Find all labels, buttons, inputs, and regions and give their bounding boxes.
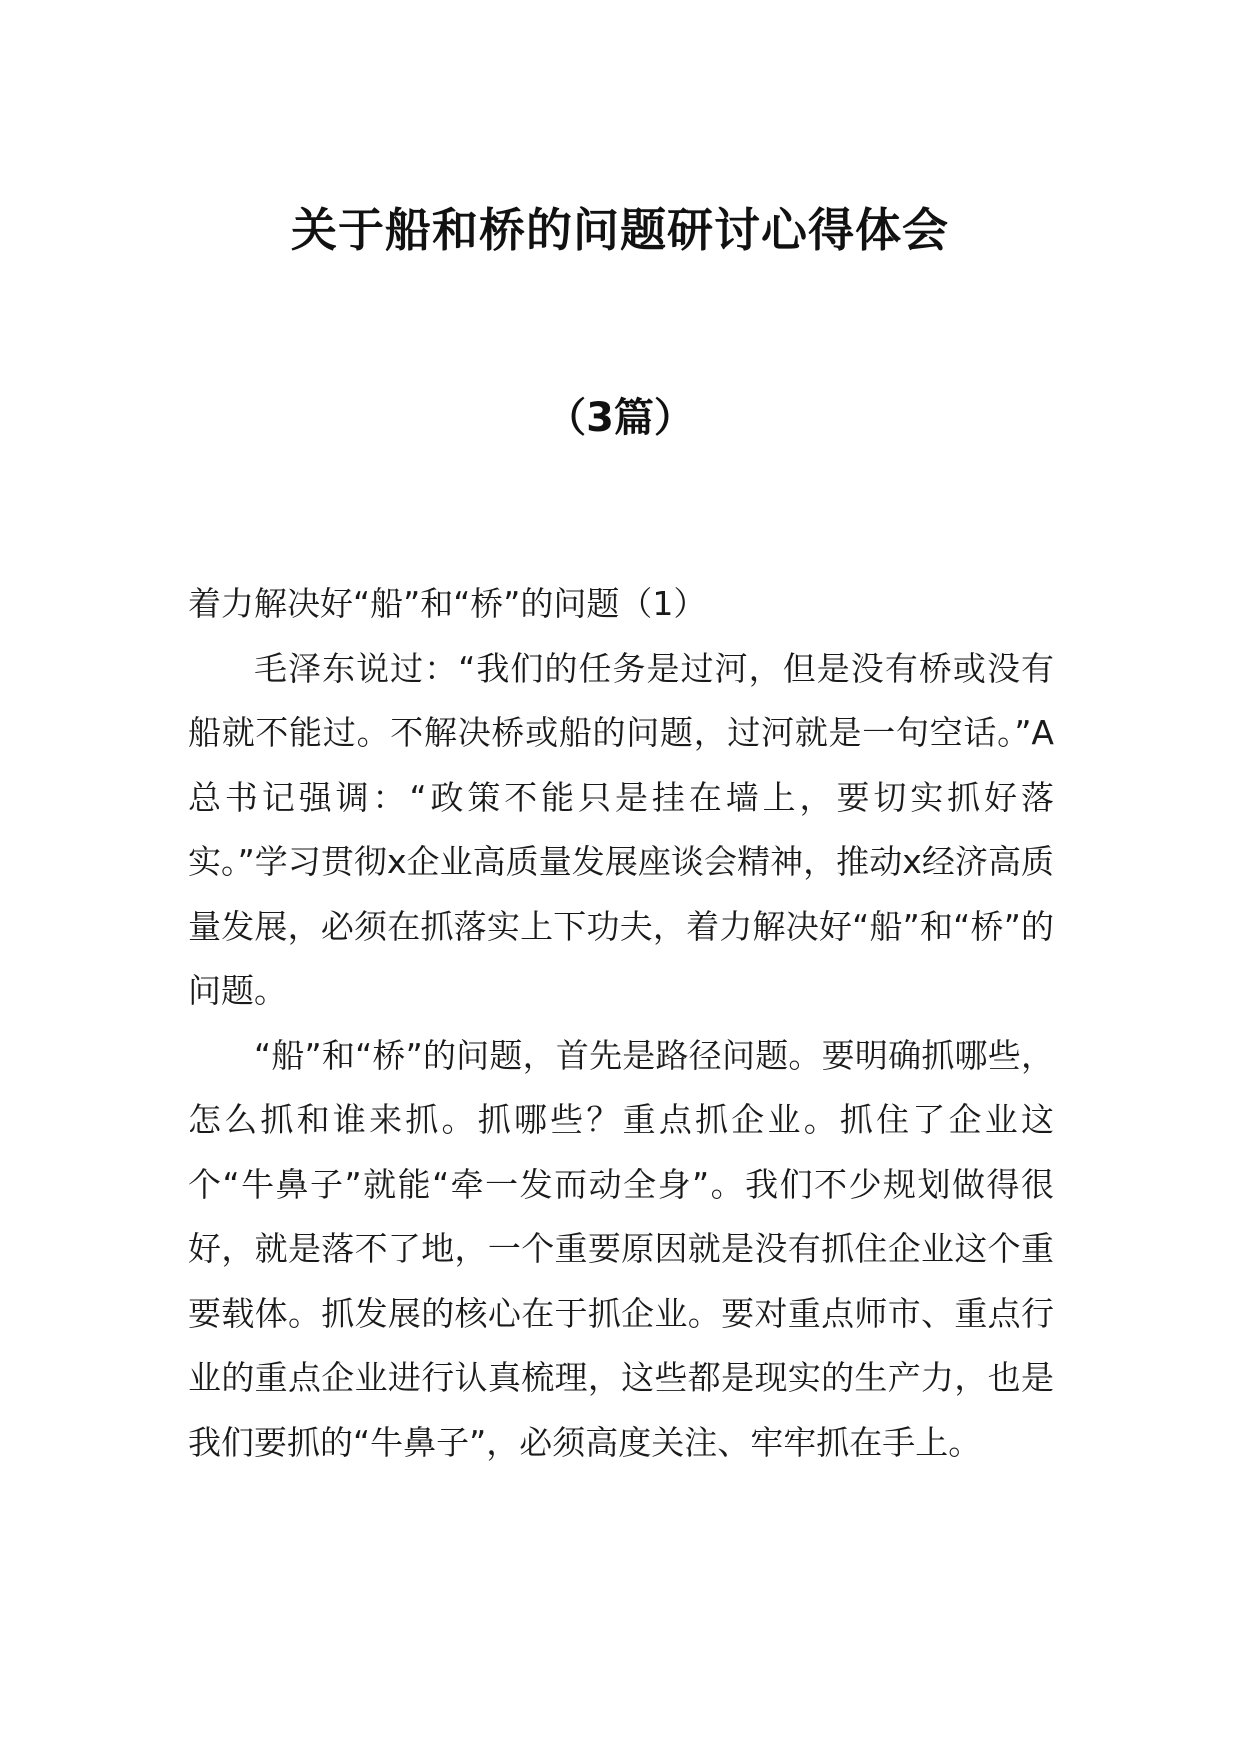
document-title: 关于船和桥的问题研讨心得体会	[291, 203, 949, 257]
document-body	[188, 572, 1054, 1475]
document-subtitle: （3篇）	[546, 395, 694, 441]
section-heading: 着力解决好“船”和“桥”的问题（1）	[188, 584, 707, 623]
body-paragraph-2: “船”和“桥”的问题，首先是路径问题。要明确抓哪些，怎么抓和谁来抓。抓哪些？重点抓企业。抓住了企业这个“牛鼻子”就能“牵一发而动全身”。我们不少规划做得很好，就是落不了地，一个重要原因就是没有抓住企业这个重要载体。抓发展的核心在于抓企业。要对重点师市、重点行业的重点企业进行认真梳理，这些都是现实的生产力，也是我们要抓的“牛鼻子”，必须高度关注、牢牢抓在手上。	[188, 1035, 1054, 1462]
body-paragraph-1: 毛泽东说过：“我们的任务是过河，但是没有桥或没有船就不能过。不解决桥或船的问题，过河就是一句空话。”A总书记强调：“政策不能只是挂在墙上，要切实抓好落实。”学习贯彻x企业高质量发展座谈会精神，推动x经济高质量发展，必须在抓落实上下功夫，着力解决好“船”和“桥”的问题。	[188, 648, 1054, 1010]
